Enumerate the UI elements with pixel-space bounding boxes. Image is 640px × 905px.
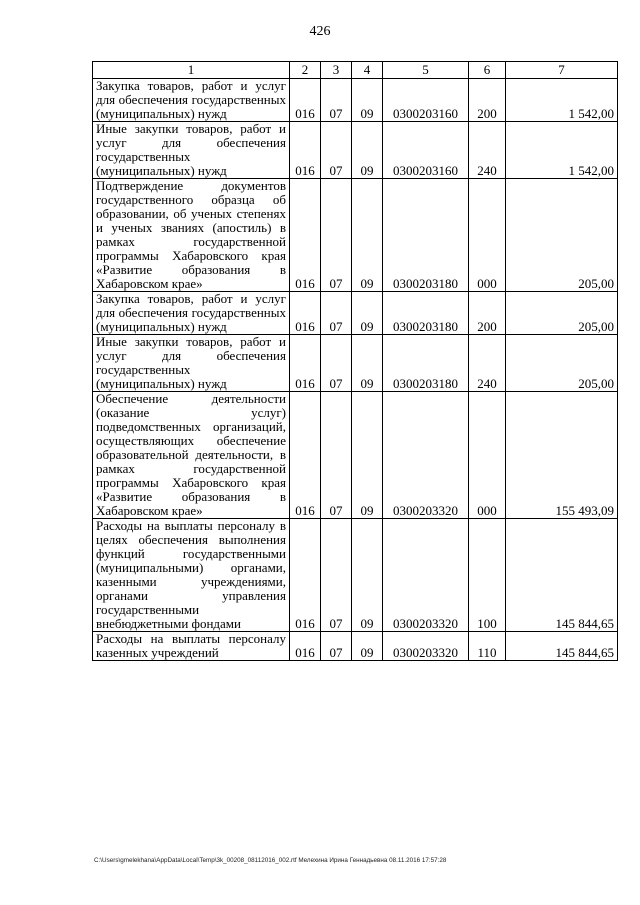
table-row — [93, 292, 618, 335]
row-section: 07 — [321, 392, 352, 519]
row-section: 07 — [321, 519, 352, 632]
row-subsection: 09 — [352, 79, 383, 122]
row-subsection: 09 — [352, 122, 383, 179]
row-amount: 1 542,00 — [506, 79, 618, 122]
row-amount: 145 844,65 — [506, 519, 618, 632]
row-grbs: 016 — [290, 632, 321, 661]
row-amount: 1 542,00 — [506, 122, 618, 179]
table-row — [93, 632, 618, 661]
row-amount: 145 844,65 — [506, 632, 618, 661]
row-subsection: 09 — [352, 335, 383, 392]
table-row — [93, 519, 618, 632]
row-target-code: 0300203320 — [383, 632, 469, 661]
row-grbs: 016 — [290, 335, 321, 392]
row-section: 07 — [321, 632, 352, 661]
row-target-code: 0300203160 — [383, 79, 469, 122]
row-amount: 205,00 — [506, 292, 618, 335]
row-name: Иные закупки товаров, работ и услуг для обеспечения государственных (муниципальных) нужд — [93, 122, 290, 179]
row-grbs: 016 — [290, 392, 321, 519]
row-amount: 205,00 — [506, 179, 618, 292]
row-expense-type: 240 — [469, 335, 506, 392]
table-row — [93, 122, 618, 179]
row-amount: 155 493,09 — [506, 392, 618, 519]
row-name: Закупка товаров, работ и услуг для обеспечения государственных (муниципальных) нужд — [93, 292, 290, 335]
row-grbs: 016 — [290, 179, 321, 292]
header-col-3: 3 — [321, 62, 352, 79]
table-row — [93, 335, 618, 392]
row-expense-type: 100 — [469, 519, 506, 632]
row-target-code: 0300203160 — [383, 122, 469, 179]
row-section: 07 — [321, 292, 352, 335]
header-col-4: 4 — [352, 62, 383, 79]
row-target-code: 0300203180 — [383, 335, 469, 392]
row-expense-type: 200 — [469, 79, 506, 122]
row-target-code: 0300203320 — [383, 392, 469, 519]
header-col-7: 7 — [506, 62, 618, 79]
page-number: 426 — [309, 24, 331, 39]
row-section: 07 — [321, 179, 352, 292]
row-subsection: 09 — [352, 519, 383, 632]
row-name: Обеспечение деятельности (оказание услуг) подведомственных организаций, осуществляющих обеспечение образовательной деятельности, в рамках государственной программы Хабаровского края «Развитие образования в Хабаровском крае» — [93, 392, 290, 519]
row-grbs: 016 — [290, 122, 321, 179]
row-name: Иные закупки товаров, работ и услуг для обеспечения государственных (муниципальных) нужд — [93, 335, 290, 392]
row-section: 07 — [321, 335, 352, 392]
row-subsection: 09 — [352, 179, 383, 292]
header-col-5: 5 — [383, 62, 469, 79]
footer-file-path: C:\Users\gmelekhana\AppData\Local\Temp\3k_00208_08112016_002.rtf Мелехина Ирина Геннадьевна 08.11.2016 17:57:28 — [94, 857, 447, 864]
row-expense-type: 110 — [469, 632, 506, 661]
header-col-1: 1 — [93, 62, 290, 79]
row-subsection: 09 — [352, 392, 383, 519]
budget-table — [92, 61, 618, 661]
row-grbs: 016 — [290, 519, 321, 632]
row-section: 07 — [321, 79, 352, 122]
header-col-6: 6 — [469, 62, 506, 79]
row-name: Расходы на выплаты персоналу казенных учреждений — [93, 632, 290, 661]
row-target-code: 0300203180 — [383, 179, 469, 292]
row-name: Расходы на выплаты персоналу в целях обеспечения выполнения функций государственными (муниципальными) органами, казенными учреждениями, органами управления государственными внебюджетными фондами — [93, 519, 290, 632]
table-row — [93, 179, 618, 292]
row-subsection: 09 — [352, 292, 383, 335]
row-grbs: 016 — [290, 292, 321, 335]
row-target-code: 0300203180 — [383, 292, 469, 335]
row-name: Подтверждение документов государственного образца об образовании, об ученых степенях и ученых званиях (апостиль) в рамках государственной программы Хабаровского края «Развитие образования в Хабаровском крае» — [93, 179, 290, 292]
row-grbs: 016 — [290, 79, 321, 122]
row-expense-type: 200 — [469, 292, 506, 335]
row-section: 07 — [321, 122, 352, 179]
table-row — [93, 392, 618, 519]
table-header-row — [93, 62, 618, 79]
row-subsection: 09 — [352, 632, 383, 661]
table-row — [93, 79, 618, 122]
row-amount: 205,00 — [506, 335, 618, 392]
header-col-2: 2 — [290, 62, 321, 79]
row-expense-type: 000 — [469, 179, 506, 292]
row-expense-type: 240 — [469, 122, 506, 179]
row-expense-type: 000 — [469, 392, 506, 519]
row-target-code: 0300203320 — [383, 519, 469, 632]
row-name: Закупка товаров, работ и услуг для обеспечения государственных (муниципальных) нужд — [93, 79, 290, 122]
